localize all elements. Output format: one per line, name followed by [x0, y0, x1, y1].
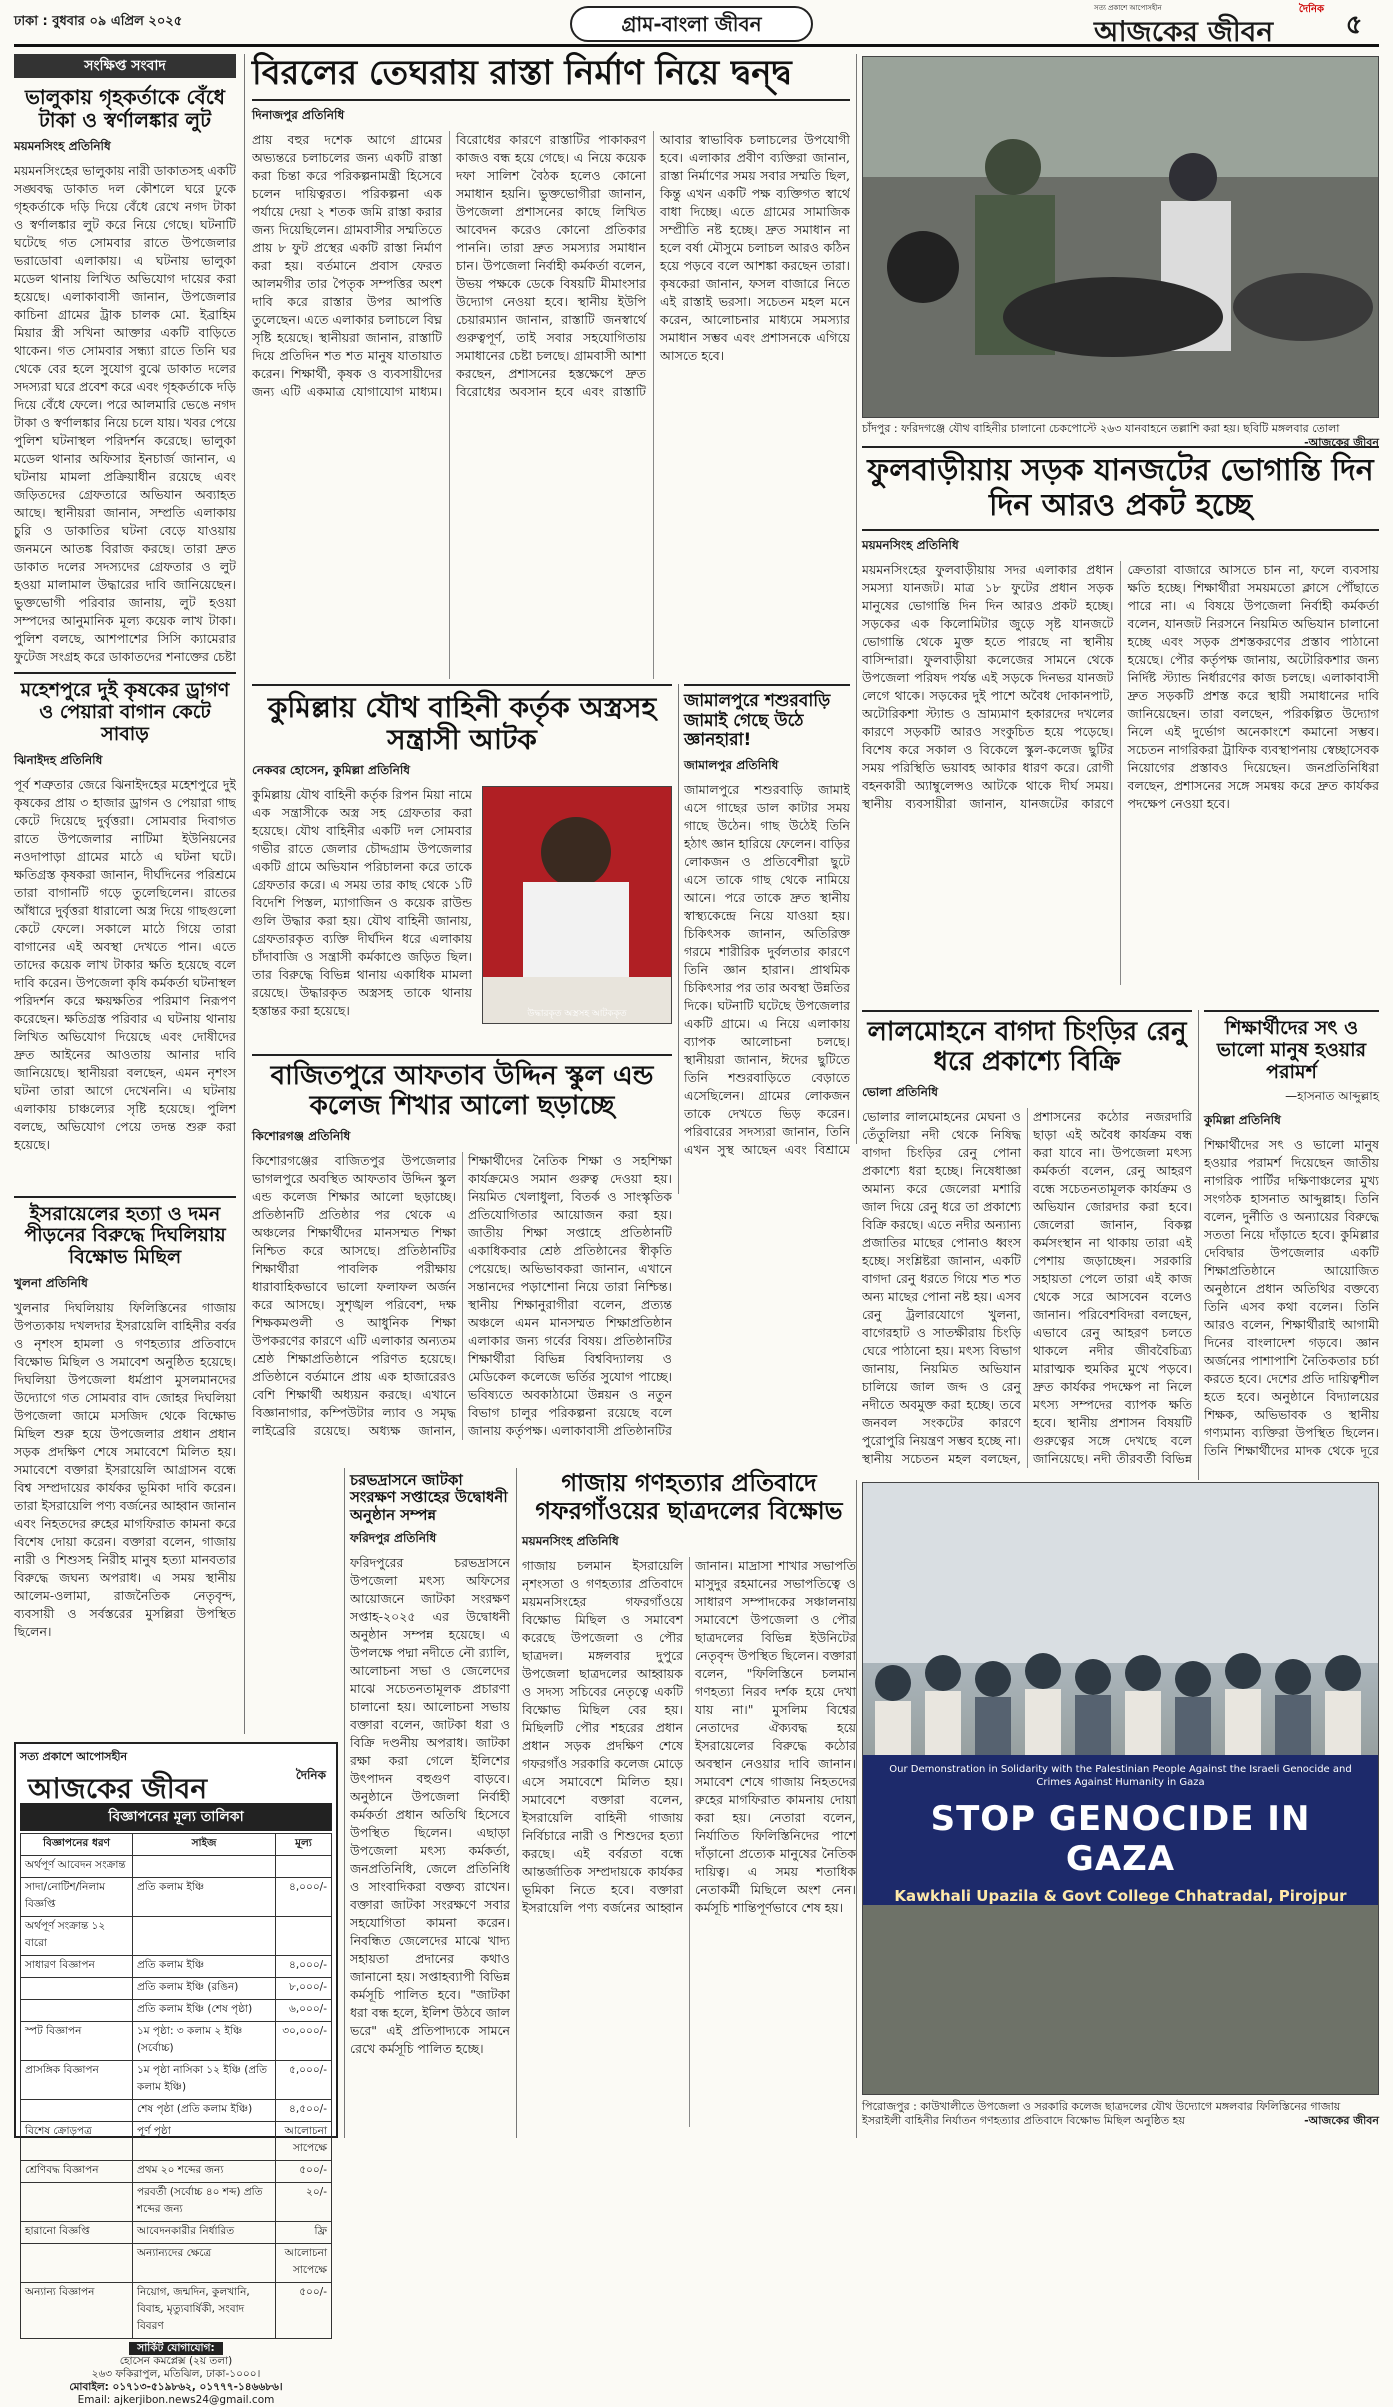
- ad-rate-cell: [21, 2000, 133, 2022]
- checkpoint-photo-illustration: [863, 57, 1378, 417]
- banner-headline: STOP GENOCIDE IN GAZA: [930, 1799, 1311, 1879]
- column-rule: [1198, 1010, 1199, 1480]
- ad-rate-row: [21, 1917, 332, 1956]
- ad-rate-cell: ৬,০০০/-: [276, 2000, 332, 2022]
- ad-rate-row: [21, 2244, 332, 2283]
- ad-slogan: সত্য প্রকাশে আপোসহীন: [20, 1750, 128, 1763]
- masthead-slogan: সত্য প্রকাশে আপোসহীন: [1094, 4, 1162, 12]
- ad-rate-cell: প্রতি কলাম ইঞ্চি (শেষ পৃষ্ঠা): [132, 2000, 275, 2022]
- ad-rate-cell: ১ম পৃষ্ঠা নাসিকা ১২ ইঞ্চি (প্রতি কলাম ইঞ্চি): [132, 2061, 275, 2100]
- ad-rate-box: [14, 1742, 338, 2406]
- ad-rate-cell: ১ম পৃষ্ঠা: ৩ কলাম ২ ইঞ্চি (সর্বোচ্চ): [132, 2022, 275, 2061]
- ad-rate-cell: প্রতি কলাম ইঞ্চি (রঙিন): [132, 1978, 275, 2000]
- ad-rate-cell: [21, 2100, 133, 2122]
- ad-rate-cell: সাদা/নোটিশ/নিলাম বিজ্ঞপ্তি: [21, 1878, 133, 1917]
- divider: [14, 1196, 236, 1198]
- brief-story-1-title: ভালুকায় গৃহকর্তাকে বেঁধে টাকা ও স্বর্ণালঙ্কার লুট: [24, 85, 226, 132]
- brief-column: [14, 54, 236, 1734]
- protest-caption-credit: -আজকের জীবন: [1304, 2114, 1379, 2127]
- ad-rate-cell: [132, 1856, 275, 1878]
- ad-rate-cell: [276, 1917, 332, 1956]
- lead-body: প্রায় বহুর দশেক আগে গ্রামের অভ্যন্তরে চলাচলের জন্য একটি রাস্তা করা চিন্তা করে পরিকল্পনামন্ত্রী হিসেবে চলেন দায়িত্বরত। পরিকল্পনা এক পর্যায়ে দেয়া ২ শতক জমি রাস্তা করার জন্য দিয়েছিলেন। গ্রামবাসীর সম্মতিতে প্রায় ৮ ফুট প্রস্থের একটি রাস্তা নির্মাণ করা হয়। বর্তমানে প্রবাস ফেরত আলমগীর তার পৈতৃক সম্পত্তির অংশ দাবি করে রাস্তার উপর আপত্তি তুলেছেন। এতে এলাকার চলাচলে বিঘ্ন সৃষ্টি হয়েছে। স্থানীয়রা জানান, রাস্তাটি দিয়ে প্রতিদিন শত শত মানুষ যাতায়াত করেন। শিক্ষার্থী, কৃষক ও ব্যবসায়ীদের জন্য এটি একমাত্র যোগাযোগ মাধ্যম। বিরোধের কারণে রাস্তাটির পাকাকরণ কাজও বন্ধ হয়ে গেছে। এ নিয়ে কয়েক দফা সালিশ বৈঠক হলেও কোনো সমাধান হয়নি। ভুক্তভোগীরা জানান, উপজেলা প্রশাসনের কাছে লিখিত আবেদন করেও কোনো প্রতিকার পাননি। তারা দ্রুত সমস্যার সমাধান চান। উপজেলা নির্বাহী কর্মকর্তা বলেন, উভয় পক্ষকে ডেকে বিষয়টি মীমাংসার উদ্যোগ নেওয়া হবে। স্থানীয় ইউপি চেয়ারম্যান জানান, রাস্তাটি জনস্বার্থে গুরুত্বপূর্ণ, তাই সবার সহযোগিতায় সমাধানের চেষ্টা চলছে। গ্রামবাসী আশা করছেন, প্রশাসনের হস্তক্ষেপে দ্রুত বিরোধের অবসান হবে এবং রাস্তাটি আবার স্বাভাবিক চলাচলের উপযোগী হবে। এলাকার প্রবীণ ব্যক্তিরা জানান, রাস্তা নির্মাণের সময় সবার সম্মতি ছিল, কিন্তু এখন একটি পক্ষ ব্যক্তিগত স্বার্থে বাধা দিচ্ছে। এতে গ্রামের সামাজিক সম্প্রীতি নষ্ট হচ্ছে। দ্রুত সমাধান না হলে বর্ষা মৌসুমে চলাচল আরও কঠিন হয়ে পড়বে বলে আশঙ্কা করছেন তারা। কৃষকেরা জানান, ফসল বাজারে নিতে এই রাস্তাই ভরসা। সচেতন মহল মনে করেন, আলোচনার মাধ্যমে সমস্যার সমাধান সম্ভব এবং প্রশাসনকে এগিয়ে আসতে হবে।: [252, 132, 850, 400]
- masthead-title: আজকের জীবন: [1094, 15, 1274, 48]
- column-rule: [516, 1468, 517, 2138]
- ad-contact-line: মোবাইল: ০১৭১৩-৫১৯৮৬২, ০১৭৭৭-১৪৬৬৮৬।: [69, 2381, 283, 2393]
- gaza-title: গাজায় গণহত্যার প্রতিবাদে গফরগাঁওয়ের ছাত্রদলের বিক্ষোভ: [535, 1469, 843, 1525]
- ad-rate-row: [21, 1856, 332, 1878]
- brief-story-3-body: খুলনার দিঘলিয়ায় ফিলিস্তিনের গাজায় উপত্যকায় দখলদার ইসরায়েলি বাহিনীর বর্বর ও নৃশংস হামলা ও গণহত্যার প্রতিবাদে বিক্ষোভ মিছিল ও সমাবেশ অনুষ্ঠিত হয়েছে। দিঘলিয়া উপজেলা ধর্মপ্রাণ মুসলমানদের উদ্যোগে গত সোমবার বাদ জোহর দিঘলিয়া উপজেলা জামে মসজিদ থেকে বিক্ষোভ মিছিল শুরু হয়ে উপজেলার প্রধান প্রধান সড়ক প্রদক্ষিণ শেষে সমাবেশে মিলিত হয়। সমাবেশে বক্তারা ইসরায়েলি আগ্রাসন বন্ধে বিশ্ব সম্প্রদায়ের কার্যকর ভূমিকা দাবি করেন। তারা ইসরায়েলি পণ্য বর্জনের আহ্বান জানান এবং নিহতদের রুহের মাগফিরাত কামনা করে বিশেষ দোয়া করেন। বক্তারা বলেন, গাজায় নারী ও শিশুসহ নিরীহ মানুষ হত্যা মানবতার বিরুদ্ধে জঘন্য অপরাধ। এ সময় স্থানীয় আলেম-ওলামা, রাজনৈতিক নেতৃবৃন্দ, ব্যবসায়ী ও সর্বস্তরের মুসল্লিরা উপস্থিত ছিলেন।: [14, 1300, 236, 1640]
- checkpoint-photo: [862, 56, 1379, 418]
- ad-rate-cell: আবেদনকারীর নির্ধারিত: [132, 2222, 275, 2244]
- gaza-story: [522, 1468, 856, 2138]
- header-rule: [14, 44, 1379, 47]
- ad-rate-cell: পূর্ণ পৃষ্ঠা: [132, 2122, 275, 2161]
- ad-rate-cell: শ্রেণিবদ্ধ বিজ্ঞাপন: [21, 2161, 133, 2183]
- ad-table-title: বিজ্ঞাপনের মূল্য তালিকা: [20, 1803, 332, 1831]
- ad-rate-cell: শেষ পৃষ্ঠা (প্রতি কলাম ইঞ্চি): [132, 2100, 275, 2122]
- arrest-photo-shirt: [523, 882, 629, 992]
- brief-story-2-body: পূর্ব শত্রুতার জেরে ঝিনাইদহের মহেশপুরে দুই কৃষকের প্রায় ৩ হাজার ড্রাগন ও পেয়ারা গাছ কেটে দিয়েছে দুর্বৃত্তরা। সোমবার দিবাগত রাতে উপজেলার নাটিমা ইউনিয়নের নওদাপাড়া গ্রামের মাঠে এ ঘটনা ঘটে। ক্ষতিগ্রস্ত কৃষকরা জানান, দীর্ঘদিনের পরিশ্রমে তারা বাগানটি গড়ে তুলেছিলেন। রাতের আঁধারে দুর্বৃত্তরা ধারালো অস্ত্র দিয়ে গাছগুলো কেটে ফেলে। সকালে মাঠে গিয়ে তারা বাগানের এই অবস্থা দেখতে পান। এতে তাদের কয়েক লাখ টাকার ক্ষতি হয়েছে বলে দাবি করেন। উপজেলা কৃষি কর্মকর্তা ঘটনাস্থল পরিদর্শন করে ক্ষয়ক্ষতির পরিমাণ নিরূপণ করেছেন। ক্ষতিগ্রস্ত পরিবার এ ঘটনায় থানায় লিখিত অভিযোগ দিয়েছে এবং দোষীদের দ্রুত আইনের আওতায় আনার দাবি জানিয়েছে। স্থানীয়রা বলছেন, এমন নৃশংস ঘটনা তারা আগে দেখেননি। এ ঘটনায় এলাকায় চাঞ্চল্যের সৃষ্টি হয়েছে। পুলিশ বলছে, অভিযোগ পেয়ে তদন্ত শুরু করা হয়েছে।: [14, 776, 236, 1152]
- ad-rate-cell: ৮,০০০/-: [276, 1978, 332, 2000]
- section-title: গ্রাম-বাংলা জীবন: [621, 12, 762, 36]
- ad-rate-cell: আলোচনা সাপেক্ষে: [276, 2122, 332, 2161]
- ad-rate-cell: বিশেষ ক্রোড়পত্র: [21, 2122, 133, 2161]
- dateline: ঢাকা : বুধবার ০৯ এপ্রিল ২০২৫: [14, 14, 183, 29]
- ad-rate-cell: ৪,০০০/-: [276, 1956, 332, 1978]
- ad-rate-cell: [21, 1978, 133, 2000]
- jamalpur-title: জামালপুরে শশুরবাড়ি জামাই গেছে উঠে জ্ঞানহারা!: [684, 691, 831, 751]
- ad-contact-line: ২৬৩ ফকিরাপুল, মতিঝিল, ঢাকা-১০০০।: [91, 2368, 261, 2380]
- lead-byline: দিনাজপুর প্রতিনিধি: [252, 108, 345, 123]
- page-number: ৫: [1345, 10, 1363, 40]
- bajitpur-story: [252, 1054, 672, 1456]
- ad-rate-cell: প্রতি কলাম ইঞ্চি: [132, 1956, 275, 1978]
- column-rule: [856, 54, 857, 1144]
- brief-story-2-title: মহেশপুরে দুই কৃষকের ড্রাগণ ও পেয়ারা বাগান কেটে সাবাড়: [20, 679, 230, 745]
- column-rule: [344, 1468, 345, 2138]
- ad-rate-row: [21, 1956, 332, 1978]
- ad-rate-header: সাইজ: [132, 1834, 275, 1856]
- brief-story-1-byline: ময়মনসিংহ প্রতিনিধি: [14, 139, 111, 153]
- phulbaria-title: ফুলবাড়ীয়ায় সড়ক যানজটের ভোগান্তি দিন দিন আরও প্রকট হচ্ছে: [862, 446, 1379, 531]
- ad-rate-header-row: [21, 1834, 332, 1856]
- divider: [862, 1010, 1192, 1012]
- masthead: [1094, 2, 1324, 48]
- ad-rate-row: [21, 2122, 332, 2161]
- ad-rate-cell: অর্থপূর্ণ আবেদন সংক্রান্ত: [21, 1856, 133, 1878]
- lalmohan-byline: ভোলা প্রতিনিধি: [862, 1084, 939, 1099]
- banner-organizer: Kawkhali Upazila & Govt College Chhatradal, Pirojpur: [894, 1887, 1347, 1905]
- lalmohan-title: লালমোহনে বাগদা চিংড়ির রেনু ধরে প্রকাশ্যে বিক্রি: [867, 1017, 1187, 1077]
- column-rule: [244, 54, 245, 1734]
- jamalpur-body: জামালপুরে শশুরবাড়ি জামাই এসে গাছের ডাল কাটার সময় গাছে উঠেন। গাছ উঠেই তিনি হঠাৎ জ্ঞান হারিয়ে ফেলেন। বাড়ির লোকজন ও প্রতিবেশীরা ছুটে এসে তাকে গাছ থেকে নামিয়ে আনে। পরে তাকে দ্রুত স্থানীয় স্বাস্থ্যকেন্দ্রে নিয়ে যাওয়া হয়। চিকিৎসক জানান, অতিরিক্ত গরমে শারীরিক দুর্বলতার কারণে তিনি জ্ঞান হারান। প্রাথমিক চিকিৎসার পর তার অবস্থা উন্নতির দিকে। ঘটনাটি ঘটেছে উপজেলার একটি গ্রামে। এ নিয়ে এলাকায় ব্যাপক আলোচনা চলছে। স্থানীয়রা জানান, ঈদের ছুটিতে তিনি শশুরবাড়িতে বেড়াতে এসেছিলেন। গ্রামের লোকজন তাকে দেখতে ভিড় করেন। পরিবারের সদস্যরা জানান, তিনি এখন সুস্থ আছেন এবং বিশ্রামে: [684, 781, 850, 1157]
- lead-story: [252, 54, 850, 674]
- protest-banner: [863, 1755, 1378, 1905]
- ad-contact-email: Email: ajkerjibon.news24@gmail.com: [77, 2394, 275, 2406]
- jamalpur-byline: জামালপুর প্রতিনিধি: [684, 757, 779, 772]
- ad-rate-cell: [132, 1917, 275, 1956]
- checkpoint-caption-text: চাঁদপুর : ফরিদগঞ্জে যৌথ বাহিনীর চালানো চেকপোস্টে ২৬৩ যানবাহনে তল্লাশি করা হয়। ছবিটি মঙ্গলবার তোলা: [862, 422, 1340, 435]
- ad-rate-cell: [21, 2244, 133, 2283]
- bajitpur-title: বাজিতপুরে আফতাব উদ্দিন স্কুল এন্ড কলেজ শিখার আলো ছড়াচ্ছে: [270, 1061, 654, 1121]
- ad-rate-row: [21, 2222, 332, 2244]
- column-rule: [678, 684, 679, 1194]
- charbhadrasan-title: চরভদ্রাসনে জাটকা সংরক্ষণ সপ্তাহের উদ্বোধনী অনুষ্ঠান সম্পন্ন: [350, 1471, 508, 1524]
- lalmohan-body: ভোলার লালমোহনের মেঘনা ও তেঁতুলিয়া নদী থেকে নিষিদ্ধ বাগদা চিংড়ির রেনু পোনা প্রকাশ্যে ধরা হচ্ছে। নিষেধাজ্ঞা অমান্য করে জেলেরা মশারি জাল দিয়ে রেনু ধরে তা প্রকাশ্যে বিক্রি করছে। এতে নদীর অন্যান্য প্রজাতির মাছের পোনাও ধ্বংস হচ্ছে। সংশ্লিষ্টরা জানান, একটি বাগদা রেনু ধরতে গিয়ে শত শত অন্য মাছের পোনা নষ্ট হয়। এসব রেনু ট্রলারযোগে খুলনা, বাগেরহাট ও সাতক্ষীরায় চিংড়ি ঘেরে পাঠানো হয়। মৎস্য বিভাগ জানায়, নিয়মিত অভিযান চালিয়ে জাল জব্দ ও রেনু নদীতে অবমুক্ত করা হচ্ছে। তবে জনবল সংকটের কারণে পুরোপুরি নিয়ন্ত্রণ সম্ভব হচ্ছে না। স্থানীয় সচেতন মহল বলছেন, প্রশাসনের কঠোর নজরদারি ছাড়া এই অবৈধ কার্যক্রম বন্ধ করা যাবে না। উপজেলা মৎস্য কর্মকর্তা বলেন, রেনু আহরণ বন্ধে সচেতনতামূলক কার্যক্রম ও অভিযান জোরদার করা হবে। জেলেরা জানান, বিকল্প কর্মসংস্থান না থাকায় তারা এই পেশায় জড়াচ্ছেন। সরকারি সহায়তা পেলে তারা এই কাজ থেকে সরে আসবেন বলেও জানান। পরিবেশবিদরা বলছেন, এভাবে রেনু আহরণ চলতে থাকলে নদীর জীববৈচিত্র্য মারাত্মক হুমকির মুখে পড়বে। দ্রুত কার্যকর পদক্ষেপ না নিলে মৎস্য সম্পদের ব্যাপক ক্ষতি হবে। স্থানীয় প্রশাসন বিষয়টি গুরুত্বের সঙ্গে দেখছে বলে জানিয়েছে। নদী তীরবর্তী বিভিন্ন: [862, 1108, 1192, 1466]
- ad-rate-row: [21, 2161, 332, 2183]
- lead-title: বিরলের তেঘরায় রাস্তা নির্মাণ নিয়ে দ্বন্দ্ব: [252, 54, 850, 101]
- phulbaria-byline: ময়মনসিংহ প্রতিনিধি: [862, 538, 959, 552]
- comilla-body: কুমিল্লায় যৌথ বাহিনী কর্তৃক রিপন মিয়া নামে এক সন্ত্রাসীকে অস্ত্র সহ গ্রেফতার করা হয়েছে। যৌথ বাহিনীর একটি দল সোমবার গভীর রাতে জেলার চৌদ্দগ্রাম উপজেলার একটি গ্রামে অভিযান পরিচালনা করে তাকে গ্রেফতার করে। এ সময় তার কাছ থেকে ১টি বিদেশি পিস্তল, ম্যাগাজিন ও কয়েক রাউন্ড গুলি উদ্ধার করা হয়। যৌথ বাহিনী জানায়, গ্রেফতারকৃত ব্যক্তি দীর্ঘদিন ধরে এলাকায় চাঁদাবাজি ও সন্ত্রাসী কর্মকাণ্ডে জড়িত ছিল। তার বিরুদ্ধে বিভিন্ন থানায় একাধিক মামলা রয়েছে। উদ্ধারকৃত অস্ত্রসহ তাকে থানায় হস্তান্তর করা হয়েছে।: [252, 787, 472, 1019]
- divider: [252, 684, 672, 686]
- education-title: শিক্ষার্থীদের সৎ ও ভালো মানুষ হওয়ার পরামর্শ: [1216, 1017, 1367, 1083]
- ad-rate-cell: ফ্রি: [276, 2222, 332, 2244]
- divider: [684, 684, 850, 686]
- ad-rate-cell: স্পট বিজ্ঞাপন: [21, 2022, 133, 2061]
- education-body: শিক্ষার্থীদের সৎ ও ভালো মানুষ হওয়ার পরামর্শ দিয়েছেন জাতীয় নাগরিক পার্টির দক্ষিণাঞ্চলের মুখ্য সংগঠক হাসনাত আব্দুল্লাহ। তিনি বলেন, দুর্নীতি ও অন্যায়ের বিরুদ্ধে সততা নিয়ে দাঁড়াতে হবে। কুমিল্লার দেবিদ্বার উপজেলার একটি শিক্ষাপ্রতিষ্ঠানে আয়োজিত অনুষ্ঠানে প্রধান অতিথির বক্তব্যে তিনি এসব কথা বলেন। তিনি আরও বলেন, শিক্ষার্থীরাই আগামী দিনের বাংলাদেশ গড়বে। জ্ঞান অর্জনের পাশাপাশি নৈতিকতার চর্চা করতে হবে। দেশের প্রতি দায়িত্বশীল হতে হবে। অনুষ্ঠানে বিদ্যালয়ের শিক্ষক, অভিভাবক ও স্থানীয় গণ্যমান্য ব্যক্তিরা উপস্থিত ছিলেন। তিনি শিক্ষার্থীদের মাদক থেকে দূরে: [1204, 1136, 1379, 1458]
- ad-rate-header: বিজ্ঞাপনের ধরণ: [21, 1834, 133, 1856]
- gaza-body: গাজায় চলমান ইসরায়েলি নৃশংসতা ও গণহত্যার প্রতিবাদে ময়মনসিংহের গফরগাঁওয়ে বিক্ষোভ মিছিল ও সমাবেশ করেছে উপজেলা ও পৌর ছাত্রদল। মঙ্গলবার দুপুরে উপজেলা ছাত্রদলের আহ্বায়ক ও সদস্য সচিবের নেতৃত্বে একটি বিক্ষোভ মিছিল বের হয়। মিছিলটি পৌর শহরের প্রধান প্রধান সড়ক প্রদক্ষিণ শেষে গফরগাঁও সরকারি কলেজ মোড়ে এসে সমাবেশে মিলিত হয়। সমাবেশে বক্তারা বলেন, ইসরায়েলি বাহিনী গাজায় নির্বিচারে নারী ও শিশুদের হত্যা করছে। এই বর্বরতা বন্ধে আন্তর্জাতিক সম্প্রদায়কে কার্যকর ভূমিকা নিতে হবে। বক্তারা ইসরায়েলি পণ্য বর্জনের আহ্বান জানান। মাদ্রাসা শাখার সভাপতি মাসুদুর রহমানের সভাপতিত্বে ও সাধারণ সম্পাদকের সঞ্চালনায় সমাবেশে উপজেলা ও পৌর ছাত্রদলের বিভিন্ন ইউনিটের নেতৃবৃন্দ উপস্থিত ছিলেন। বক্তারা বলেন, "ফিলিস্তিনে চলমান গণহত্যা নিরব দর্শক হয়ে দেখা যায় না।" মুসলিম বিশ্বের নেতাদের ঐক্যবদ্ধ হয়ে ইসরায়েলের বিরুদ্ধে কঠোর অবস্থান নেওয়ার দাবি জানান। সমাবেশ শেষে গাজায় নিহতদের রুহের মাগফিরাত কামনায় দোয়া করা হয়। নেতারা বলেন, নির্যাতিত ফিলিস্তিনিদের পাশে দাঁড়ানো প্রত্যেক মানুষের নৈতিক দায়িত্ব। এ সময় শতাধিক নেতাকর্মী মিছিলে অংশ নেন। কর্মসূচি শান্তিপূর্ণভাবে শেষ হয়।: [522, 1558, 856, 1916]
- brief-label: সংক্ষিপ্ত সংবাদ: [14, 54, 236, 78]
- ad-rate-cell: ৫০০/-: [276, 2161, 332, 2183]
- masthead-tag: দৈনিক: [1298, 4, 1324, 15]
- ad-rate-cell: ৪,৫০০/-: [276, 2100, 332, 2122]
- ad-rate-cell: ৩০,০০০/-: [276, 2022, 332, 2061]
- ad-rate-cell: নিয়োগ, জন্মদিন, কুলখানি, বিবাহ, মৃত্যুবার্ষিকী, সংবাদ বিবরণ: [132, 2283, 275, 2339]
- lalmohan-story: [862, 1010, 1192, 1480]
- charbhadrasan-byline: ফরিদপুর প্রতিনিধি: [350, 1530, 437, 1545]
- ad-rate-cell: ২০/-: [276, 2183, 332, 2222]
- ad-rate-cell: হারানো বিজ্ঞপ্তি: [21, 2222, 133, 2244]
- ad-rate-cell: প্রথম ২০ শব্দের জন্য: [132, 2161, 275, 2183]
- ad-tag: দৈনিক: [295, 1768, 326, 1782]
- jamalpur-story: [684, 684, 850, 1194]
- ad-rate-row: [21, 2022, 332, 2061]
- checkpoint-caption-credit: -আজকের জীবন: [1304, 436, 1379, 449]
- brief-story-3-title: ইসরায়েলের হত্যা ও দমন পীড়নের বিরুদ্ধে দিঘলিয়ায় বিক্ষোভ মিছিল: [24, 1202, 226, 1269]
- ad-rate-cell: অন্যান্য বিজ্ঞাপন: [21, 2283, 133, 2339]
- comilla-arrest-photo: [482, 786, 672, 1024]
- ad-rate-cell: [21, 2183, 133, 2222]
- ad-rate-cell: পরবর্তী (সর্বোচ্চ ৪০ শব্দ) প্রতি শব্দের জন্য: [132, 2183, 275, 2222]
- education-story: [1204, 1010, 1379, 1480]
- education-byline: কুমিল্লা প্রতিনিধি: [1204, 1112, 1281, 1127]
- arrest-photo-person: [541, 817, 611, 887]
- ad-rate-row: [21, 1978, 332, 2000]
- protest-photo: [862, 1482, 1379, 2095]
- column-rule: [856, 1480, 857, 2138]
- bajitpur-body: কিশোরগঞ্জের বাজিতপুর উপজেলার ভাগলপুরে অবস্থিত আফতাব উদ্দিন স্কুল এন্ড কলেজ শিক্ষার আলো ছড়াচ্ছে। প্রতিষ্ঠানটি প্রতিষ্ঠার পর থেকে এ অঞ্চলের শিক্ষার্থীদের মানসম্মত শিক্ষা নিশ্চিত করে আসছে। প্রতিষ্ঠানটির শিক্ষার্থীরা পাবলিক পরীক্ষায় ধারাবাহিকভাবে ভালো ফলাফল অর্জন করে আসছে। সুশৃঙ্খল পরিবেশ, দক্ষ শিক্ষকমণ্ডলী ও আধুনিক শিক্ষা উপকরণের কারণে এটি এলাকার অন্যতম শ্রেষ্ঠ শিক্ষাপ্রতিষ্ঠানে পরিণত হয়েছে। প্রতিষ্ঠানে বর্তমানে প্রায় এক হাজারেরও বেশি শিক্ষার্থী অধ্যয়ন করছে। এখানে বিজ্ঞানাগার, কম্পিউটার ল্যাব ও সমৃদ্ধ লাইব্রেরি রয়েছে। অধ্যক্ষ জানান, শিক্ষার্থীদের নৈতিক শিক্ষা ও সহশিক্ষা কার্যক্রমেও সমান গুরুত্ব দেওয়া হয়। নিয়মিত খেলাধুলা, বিতর্ক ও সাংস্কৃতিক প্রতিযোগিতার আয়োজন করা হয়। জাতীয় শিক্ষা সপ্তাহে প্রতিষ্ঠানটি একাধিকবার শ্রেষ্ঠ প্রতিষ্ঠানের স্বীকৃতি পেয়েছে। অভিভাবকরা জানান, এখানে সন্তানদের পড়াশোনা নিয়ে তারা নিশ্চিন্ত। স্থানীয় শিক্ষানুরাগীরা বলেন, প্রত্যন্ত অঞ্চলে এমন মানসম্মত শিক্ষাপ্রতিষ্ঠান এলাকার জন্য গর্বের বিষয়। প্রতিষ্ঠানটির শিক্ষার্থীরা বিভিন্ন বিশ্ববিদ্যালয় ও মেডিকেল কলেজে ভর্তির সুযোগ পাচ্ছে। ভবিষ্যতে অবকাঠামো উন্নয়ন ও নতুন বিভাগ চালুর পরিকল্পনা রয়েছে বলে জানায় কর্তৃপক্ষ। এলাকাবাসী প্রতিষ্ঠানটির: [252, 1152, 672, 1438]
- education-author: —হাসনাত আব্দুল্লাহ: [1285, 1088, 1379, 1103]
- ad-rate-table: [20, 1833, 332, 2339]
- arrest-photo-label: উদ্ধারকৃত অস্ত্রসহ আটককৃত: [527, 1009, 627, 1020]
- ad-rate-row: [21, 2061, 332, 2100]
- ad-rate-row: [21, 2183, 332, 2222]
- ad-rate-cell: ৫,০০০/-: [276, 2061, 332, 2100]
- ad-rate-cell: প্রাসঙ্গিক বিজ্ঞাপন: [21, 2061, 133, 2100]
- banner-subline: Our Demonstration in Solidarity with the Palestinian People Against the Israeli Genocide and Crimes Against Humanity in Gaza: [889, 1764, 1352, 1788]
- charbhadrasan-body: ফরিদপুরের চরভদ্রাসনে উপজেলা মৎস্য অফিসের আয়োজনে জাটকা সংরক্ষণ সপ্তাহ-২০২৫ এর উদ্বোধনী অনুষ্ঠান সম্পন্ন হয়েছে। এ উপলক্ষে পদ্মা নদীতে নৌ র‍্যালি, আলোচনা সভা ও জেলেদের মাঝে সচেতনতামূলক প্রচারণা চালানো হয়। আলোচনা সভায় বক্তারা বলেন, জাটকা ধরা ও বিক্রি দণ্ডনীয় অপরাধ। জাটকা রক্ষা করা গেলে ইলিশের উৎপাদন বহুগুণ বাড়বে। অনুষ্ঠানে উপজেলা নির্বাহী কর্মকর্তা প্রধান অতিথি হিসেবে উপস্থিত ছিলেন। এছাড়া উপজেলা মৎস্য কর্মকর্তা, জনপ্রতিনিধি, জেলে প্রতিনিধি ও সাংবাদিকরা বক্তব্য রাখেন। বক্তারা জাটকা সংরক্ষণে সবার সহযোগিতা কামনা করেন। নিবন্ধিত জেলেদের মাঝে খাদ্য সহায়তা প্রদানের কথাও জানানো হয়। সপ্তাহব্যাপী বিভিন্ন কর্মসূচি পালিত হবে। "জাটকা ধরা বন্ধ হলে, ইলিশ উঠবে জাল ভরে" এই প্রতিপাদ্যকে সামনে রেখে কর্মসূচি পালিত হচ্ছে।: [350, 1554, 510, 2056]
- ad-rate-row: [21, 2000, 332, 2022]
- brief-story-3-byline: খুলনা প্রতিনিধি: [14, 1276, 88, 1291]
- comilla-title: কুমিল্লায় যৌথ বাহিনী কর্তৃক অস্ত্রসহ সন্ত্রাসী আটক: [267, 691, 657, 757]
- phulbaria-body: ময়মনসিংহের ফুলবাড়ীয়ায় সদর এলাকার প্রধান সমস্যা যানজট। মাত্র ১৮ ফুটের প্রধান সড়ক মানুষের ভোগান্তি দিন দিন আরও প্রকট হচ্ছে। সড়কের এক কিলোমিটার জুড়ে সৃষ্ট যানজটে ভোগান্তি থেকে মুক্ত হতে পারছে না স্থানীয় বাসিন্দারা। ফুলবাড়ীয়া কলেজের সামনে থেকে উপজেলা পরিষদ পর্যন্ত এই সড়কে দিনভর যানজট লেগে থাকে। সড়কের দুই পাশে অবৈধ দোকানপাট, অটোরিকশা স্ট্যান্ড ও ভ্রাম্যমাণ হকারদের দখলের কারণে সড়কটি আরও সংকুচিত হয়ে পড়েছে। বিশেষ করে সকাল ও বিকেলে স্কুল-কলেজ ছুটির সময় পরিস্থিতি ভয়াবহ আকার ধারণ করে। রোগী বহনকারী অ্যাম্বুলেন্সও আটকে থাকে দীর্ঘ সময়। স্থানীয় ব্যবসায়ীরা জানান, যানজটের কারণে ক্রেতারা বাজারে আসতে চান না, ফলে ব্যবসায় ক্ষতি হচ্ছে। শিক্ষার্থীরা সময়মতো ক্লাসে পৌঁছাতে পারে না। এ বিষয়ে উপজেলা নির্বাহী কর্মকর্তা বলেন, যানজট নিরসনে নিয়মিত অভিযান চালানো হচ্ছে এবং সড়ক প্রশস্তকরণের প্রস্তাব পাঠানো হয়েছে। পৌর কর্তৃপক্ষ জানায়, অটোরিকশার জন্য নির্দিষ্ট স্ট্যান্ড নির্ধারণের কাজ চলছে। এলাকাবাসী দ্রুত সড়কটি প্রশস্ত করে স্থায়ী সমাধানের দাবি জানিয়েছেন। তারা বলছেন, পরিকল্পিত উদ্যোগ নিলে এই দুর্ভোগ অনেকাংশে কমানো সম্ভব। সচেতন নাগরিকরা ট্রাফিক ব্যবস্থাপনায় স্বেচ্ছাসেবক নিয়োগের প্রস্তাবও দিয়েছেন। জনপ্রতিনিধিরা বলছেন, প্রশাসনের সঙ্গে সমন্বয় করে দ্রুত কার্যকর পদক্ষেপ নেওয়া হবে।: [862, 562, 1379, 811]
- ad-rate-cell: প্রতি কলাম ইঞ্চি: [132, 1878, 275, 1917]
- ad-rate-row: [21, 2100, 332, 2122]
- ad-contact: [20, 2342, 332, 2407]
- comilla-byline: নেকবর হোসেন, কুমিল্লা প্রতিনিধি: [252, 763, 411, 778]
- ad-rate-cell: সাধারণ বিজ্ঞাপন: [21, 1956, 133, 1978]
- divider: [1204, 1010, 1379, 1012]
- ad-contact-title: সার্কিট যোগাযোগ:: [129, 2342, 222, 2355]
- gaza-byline: ময়মনসিংহ প্রতিনিধি: [522, 1534, 619, 1549]
- ad-rate-cell: ৪,০০০/-: [276, 1878, 332, 1917]
- phulbaria-story: [862, 446, 1379, 1002]
- ad-rate-row: [21, 1878, 332, 1917]
- section-banner: [570, 6, 813, 42]
- ad-rate-cell: অন্যান্যদের ক্ষেত্রে: [132, 2244, 275, 2283]
- ad-rate-header: মূল্য: [276, 1834, 332, 1856]
- page-header: [14, 0, 1379, 46]
- charbhadrasan-story: [350, 1468, 510, 2138]
- divider: [252, 1054, 672, 1056]
- ad-masthead: আজকের জীবন: [28, 1772, 208, 1805]
- ad-contact-line: হোসেন কমপ্লেক্স (২য় তলা): [119, 2355, 233, 2367]
- ad-rate-cell: আলোচনা সাপেক্ষে: [276, 2244, 332, 2283]
- comilla-story: [252, 684, 672, 1046]
- brief-story-2-byline: ঝিনাইদহ প্রতিনিধি: [14, 752, 103, 767]
- protest-photo-caption: [862, 2100, 1379, 2128]
- bajitpur-byline: কিশোরগঞ্জ প্রতিনিধি: [252, 1128, 351, 1143]
- ad-rate-row: [21, 2283, 332, 2339]
- ad-rate-cell: অর্থপূর্ণ সংক্রান্ত ১২ বারো: [21, 1917, 133, 1956]
- divider: [14, 672, 236, 674]
- ad-rate-cell: [276, 1856, 332, 1878]
- ad-rate-cell: ৫০০/-: [276, 2283, 332, 2339]
- protest-caption-text: পিরোজপুর : কাউখালীতে উপজেলা ও সরকারি কলেজ ছাত্রদলের যৌথ উদ্যোগে মঙ্গলবার ফিলিস্তিনের গাজায় ইসরাইলী বাহিনীর নির্যাতন গণহত্যার প্রতিবাদে বিক্ষোভ মিছিল অনুষ্ঠিত হয়: [862, 2100, 1341, 2127]
- brief-story-1-body: ময়মনসিংহের ভালুকায় নারী ডাকাতসহ একটি সঙ্ঘবদ্ধ ডাকাত দল কৌশলে ঘরে ঢুকে গৃহকর্তাকে দড়ি দিয়ে বেঁধে রেখে নগদ টাকা ও স্বর্ণালঙ্কার লুট করে নিয়ে গেছে। ঘটনাটি ঘটেছে গত সোমবার রাতে উপজেলার ভরাডোবা এলাকায়। এ ঘটনায় ভালুকা মডেল থানায় লিখিত অভিযোগ দায়ের করা হয়েছে। এলাকাবাসী জানান, উপজেলার কাচিনা গ্রামের ট্রাক চালক মো. ইব্রাহিম মিয়ার স্ত্রী সখিনা আক্তার একটি বাড়িতে থাকেন। গত সোমবার সন্ধ্যা রাতে তিনি ঘর থেকে বের হলে সুযোগ বুঝে ডাকাত দলের সদস্যরা ঘরে প্রবেশ করে এবং গৃহকর্তাকে দড়ি দিয়ে বেঁধে ফেলে। পরে আলমারি ভেঙে নগদ টাকা ও স্বর্ণালঙ্কার নিয়ে চলে যায়। খবর পেয়ে পুলিশ ঘটনাস্থল পরিদর্শন করেছে। ভালুকা মডেল থানার অফিসার ইনচার্জ জানান, এ ঘটনায় মামলা প্রক্রিয়াধীন রয়েছে এবং জড়িতদের গ্রেফতারে অভিযান অব্যাহত আছে। স্থানীয়রা জানান, সম্প্রতি এলাকায় চুরি ও ডাকাতির ঘটনা বেড়ে যাওয়ায় জনমনে আতঙ্ক বিরাজ করছে। তারা দ্রুত ডাকাত দলের সদস্যদের গ্রেফতার ও লুট হওয়া মালামাল উদ্ধারের দাবি জানিয়েছেন। ভুক্তভোগী পরিবার জানায়, লুট হওয়া সম্পদের আনুমানিক মূল্য কয়েক লাখ টাকা। পুলিশ বলছে, আশপাশের সিসি ক্যামেরার ফুটেজ সংগ্রহ করে ডাকাতদের শনাক্তের চেষ্টা: [14, 163, 236, 664]
